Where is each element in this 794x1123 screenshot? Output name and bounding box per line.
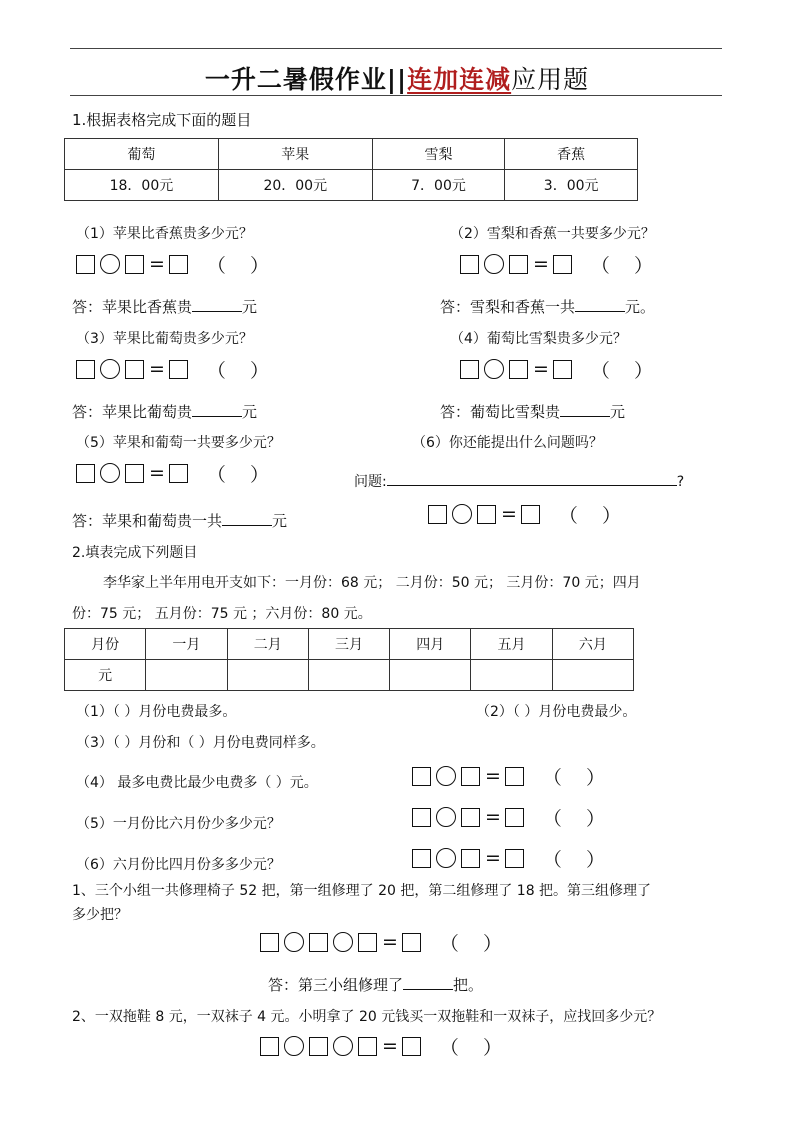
electricity-table-header: 六月 bbox=[552, 629, 633, 660]
price-table-cell: 20．00元 bbox=[218, 170, 372, 201]
section2-intro-line1: 李华家上半年用电开支如下：一月份：68 元； 二月份：50 元； 三月份：70 元；四月 bbox=[103, 575, 641, 591]
price-table-header: 苹果 bbox=[218, 139, 372, 170]
electricity-table-cell[interactable] bbox=[390, 660, 471, 691]
top-rule bbox=[70, 48, 722, 49]
equation-box-long[interactable]: = （ ） bbox=[260, 1034, 502, 1058]
answer-blank[interactable] bbox=[560, 402, 610, 417]
electricity-table-cell[interactable] bbox=[146, 660, 227, 691]
equation-box[interactable]: = （ ） bbox=[76, 461, 269, 485]
electricity-table-header: 一月 bbox=[146, 629, 227, 660]
section1-heading: 1.根据表格完成下面的题目 bbox=[72, 111, 252, 129]
title-rule bbox=[70, 95, 722, 96]
price-table-cell: 7．00元 bbox=[372, 170, 505, 201]
equation-box[interactable]: = （ ） bbox=[460, 252, 653, 276]
question-4: （4）葡萄比雪梨贵多少元？ bbox=[450, 331, 627, 347]
equation-box[interactable]: = （ ） bbox=[428, 502, 621, 526]
answer-blank[interactable] bbox=[192, 297, 242, 312]
answer-blank[interactable] bbox=[403, 975, 453, 990]
question-5: （5）苹果和葡萄一共要多少元？ bbox=[76, 435, 281, 451]
equation-box[interactable]: = （ ） bbox=[412, 846, 605, 870]
electricity-table-cell[interactable] bbox=[308, 660, 389, 691]
electricity-table-header: 二月 bbox=[227, 629, 308, 660]
equation-box[interactable]: = （ ） bbox=[76, 357, 269, 381]
s2-question-4: （4） 最多电费比最少电费多（ ）元。 bbox=[76, 775, 318, 791]
answer-blank[interactable] bbox=[192, 402, 242, 417]
answer-2: 答：雪梨和香蕉一共 元。 bbox=[440, 298, 656, 316]
price-table-cell: 18．00元 bbox=[65, 170, 219, 201]
question-3: （3）苹果比葡萄贵多少元？ bbox=[76, 331, 253, 347]
answer-5: 答：苹果和葡萄贵一共 元 bbox=[72, 512, 288, 530]
electricity-table-header: 五月 bbox=[471, 629, 552, 660]
electricity-table-cell[interactable] bbox=[552, 660, 633, 691]
equation-box[interactable]: = （ ） bbox=[460, 357, 653, 381]
s2-question-1: （1）（ ）月份电费最多。 bbox=[76, 704, 237, 720]
answer-1: 答：苹果比香蕉贵 元 bbox=[72, 298, 258, 316]
equation-box[interactable]: = （ ） bbox=[76, 252, 269, 276]
electricity-table bbox=[64, 628, 634, 691]
word-problem-2-line1: 2、一双拖鞋 8 元，一双袜子 4 元。小明拿了 20 元钱买一双拖鞋和一双袜子，应找回多少元？ bbox=[72, 1009, 662, 1025]
answer-blank[interactable] bbox=[575, 297, 625, 312]
s2-question-6: （6）六月份比四月份多多少元？ bbox=[76, 857, 281, 873]
answer-3: 答：苹果比葡萄贵 元 bbox=[72, 403, 258, 421]
electricity-table-row-label: 元 bbox=[65, 660, 146, 691]
page-title: 一升二暑假作业||连加连减应用题 bbox=[204, 65, 590, 94]
electricity-table-header: 月份 bbox=[65, 629, 146, 660]
section2-intro-line2: 份：75 元； 五月份：75 元 ；六月份：80 元。 bbox=[72, 606, 372, 622]
electricity-table-header: 四月 bbox=[390, 629, 471, 660]
question-6: （6）你还能提出什么问题吗？ bbox=[412, 435, 603, 451]
section2-heading: 2.填表完成下列题目 bbox=[72, 545, 198, 561]
s2-question-5: （5）一月份比六月份少多少元？ bbox=[76, 816, 281, 832]
s2-question-3: （3）（ ）月份和（ ）月份电费同样多。 bbox=[76, 735, 325, 751]
price-table-cell: 3．00元 bbox=[505, 170, 638, 201]
own-question-line[interactable] bbox=[387, 469, 677, 486]
answer-blank[interactable] bbox=[222, 511, 272, 526]
electricity-table-header: 三月 bbox=[308, 629, 389, 660]
word-problem-1-answer: 答：第三小组修理了 把。 bbox=[268, 976, 484, 994]
price-table-header: 香蕉 bbox=[505, 139, 638, 170]
electricity-table-cell[interactable] bbox=[227, 660, 308, 691]
price-table-header: 葡萄 bbox=[65, 139, 219, 170]
electricity-table-cell[interactable] bbox=[471, 660, 552, 691]
equation-box[interactable]: = （ ） bbox=[412, 805, 605, 829]
question-1: （1）苹果比香蕉贵多少元？ bbox=[76, 226, 253, 242]
answer-4: 答：葡萄比雪梨贵 元 bbox=[440, 403, 626, 421]
word-problem-1-line1: 1、三个小组一共修理椅子 52 把，第一组修理了 20 把，第二组修理了 18 把。第三组修理了 bbox=[72, 883, 652, 899]
equation-box-long[interactable]: = （ ） bbox=[260, 930, 502, 954]
price-table bbox=[64, 138, 638, 201]
s2-question-2: （2）（ ）月份电费最少。 bbox=[476, 704, 637, 720]
price-table-header: 雪梨 bbox=[372, 139, 505, 170]
own-question: 问题: ? bbox=[354, 469, 684, 491]
word-problem-1-line2: 多少把？ bbox=[72, 907, 128, 923]
equation-box[interactable]: = （ ） bbox=[412, 764, 605, 788]
question-2: （2）雪梨和香蕉一共要多少元？ bbox=[450, 226, 655, 242]
